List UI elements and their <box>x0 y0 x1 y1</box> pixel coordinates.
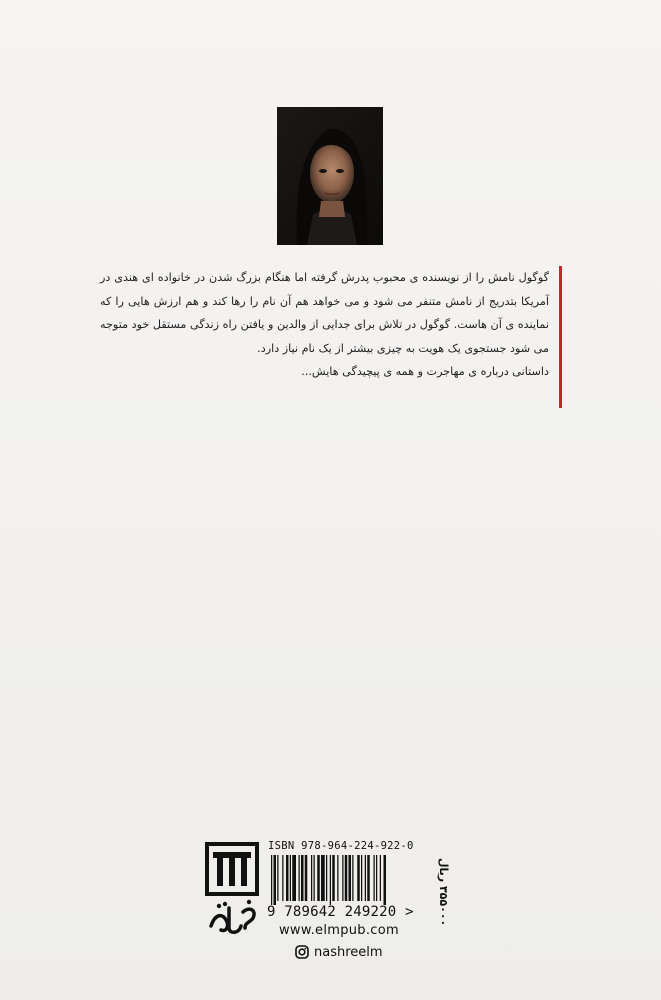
isbn-barcode <box>269 855 431 905</box>
publisher-website: www.elmpub.com <box>279 923 399 938</box>
barcode-digits: 9 789642 249220 > <box>267 904 414 920</box>
publisher-logo <box>205 842 261 938</box>
social-handle-row <box>295 943 383 961</box>
book-blurb <box>100 266 562 408</box>
author-photo <box>277 107 383 245</box>
instagram-handle: nashreelm <box>314 944 383 960</box>
blurb-paragraph: گوگول نامش را از نویسنده ی محبوب پدرش گرفته اما هنگام بزرگ شدن در خانواده ای هندی در آمریکا بتدریج از نامش متنفر می شود و می خواهد هم آن نام را رها کند و هم ارزش هایی را که نماینده ی آن هاست. گوگول در تلاش برای جدایی از والدین و یافتن راه زندگی مستقل خود متوجه می شود جستجوی یک هویت به چیزی بیشتر از یک نام نیاز دارد. <box>100 271 549 355</box>
back-cover-footer <box>205 838 455 968</box>
price-label: ۳۵۵۰۰۰ ریال <box>437 857 450 926</box>
blurb-tagline: داستانی درباره ی مهاجرت و همه ی پیچیدگی هایش... <box>301 365 549 378</box>
instagram-icon <box>295 945 309 959</box>
isbn-number: ISBN 978-964-224-922-0 <box>268 840 414 852</box>
